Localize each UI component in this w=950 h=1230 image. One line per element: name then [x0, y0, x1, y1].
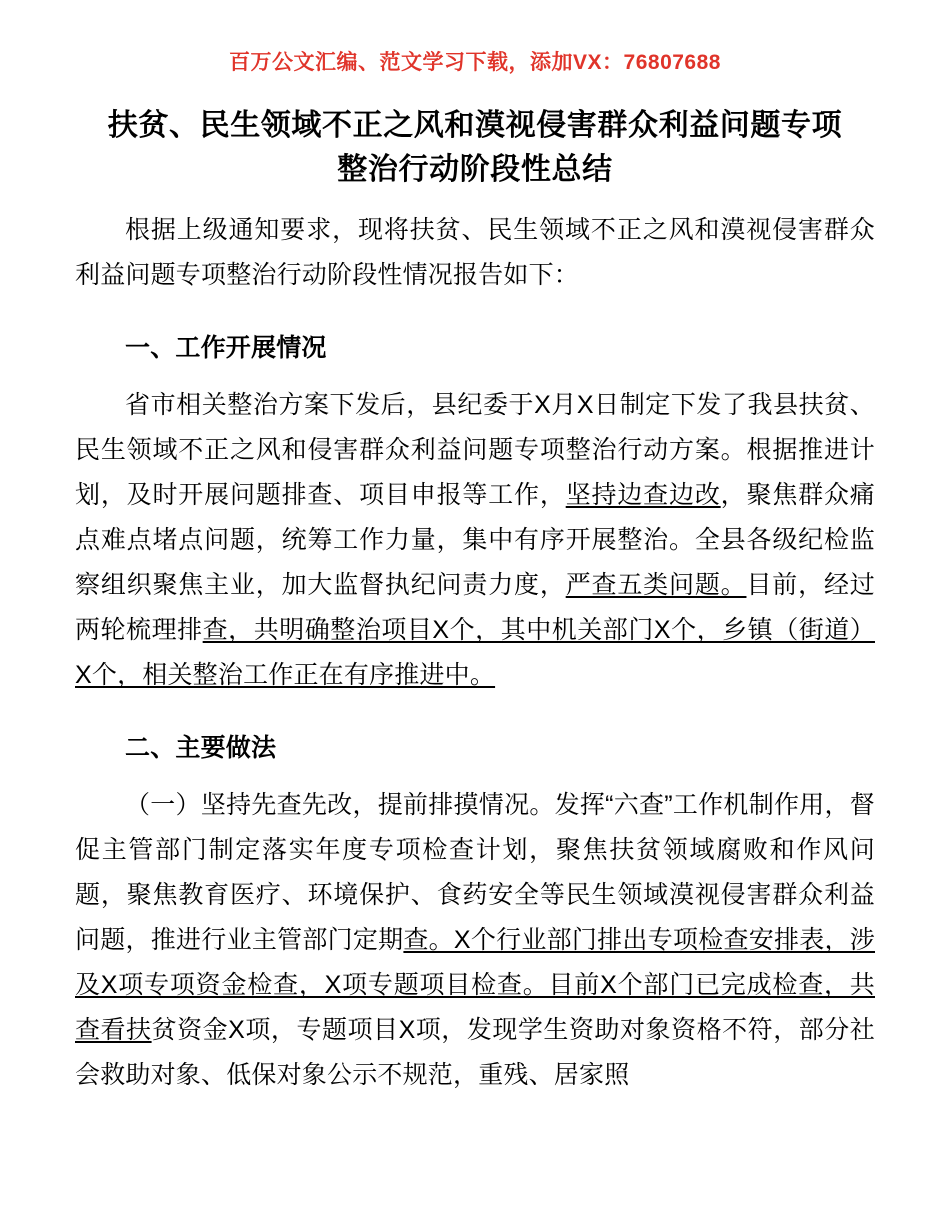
section-one-text-3: 目前，经过两轮梳理排 [75, 571, 875, 644]
section-one-paragraph [75, 383, 875, 698]
section-one-text-2: ，聚焦群众痛点难点堵点问题，统筹工作力量，集中有序开展整治。全县各级纪检监察组织聚焦主业，加大监督执纪问责力度， [75, 481, 876, 599]
section-two-text-2: 贫资金X项，专题项目X项，发现学生资助对象资格不符，部分社会救助对象、低保对象公示不规范，重残、居家照 [75, 1016, 875, 1089]
spacer [75, 304, 875, 314]
page-title: 扶贫、民生领域不正之风和漠视侵害群众利益问题专项整治行动阶段性总结 [107, 109, 843, 186]
section-one-underlined-1: 坚持边查边改 [565, 481, 721, 509]
section-one-heading: 一、工作开展情况 [125, 334, 327, 362]
section-two-text-1: （一）坚持先查先改，提前排摸情况。发挥“六查”工作机制作用，督促主管部门制定落实年度专项检查计划，聚焦扶贫领域腐败和作风问题，聚焦教育医疗、环境保护、食药安全等民生领域漠视侵害群众利益问题，推进行业主管部门定期 [75, 791, 875, 954]
section-two-underlined-1: 查。X个行业部门排出专项检查安排表，涉及X项专项资金检查，X项专题项目检查。目前X个部门已完成检查，共查看扶 [75, 926, 875, 1044]
section-one-underlined-3: 查，共明确整治项目X个，其中机关部门X个，乡镇（街道）X个，相关整治工作正在有序推进中。 [75, 616, 875, 689]
section-two-item-one-paragraph [75, 783, 875, 1098]
document-body [75, 104, 875, 1098]
section-two-heading: 二、主要做法 [125, 734, 277, 762]
intro-paragraph: 根据上级通知要求，现将扶贫、民生领域不正之风和漠视侵害群众利益问题专项整治行动阶段性情况报告如下： [75, 216, 875, 289]
section-one-underlined-2: 严查五类问题。 [565, 571, 747, 599]
promo-banner: 百万公文汇编、范文学习下载，添加VX：76807688 [229, 51, 721, 74]
section-one-text-1: 省市相关整治方案下发后，县纪委于X月X日制定下发了我县扶贫、民生领域不正之风和侵害群众利益问题专项整治行动方案。根据推进计划，及时开展问题排查、项目申报等工作， [75, 391, 875, 509]
spacer [75, 704, 875, 714]
